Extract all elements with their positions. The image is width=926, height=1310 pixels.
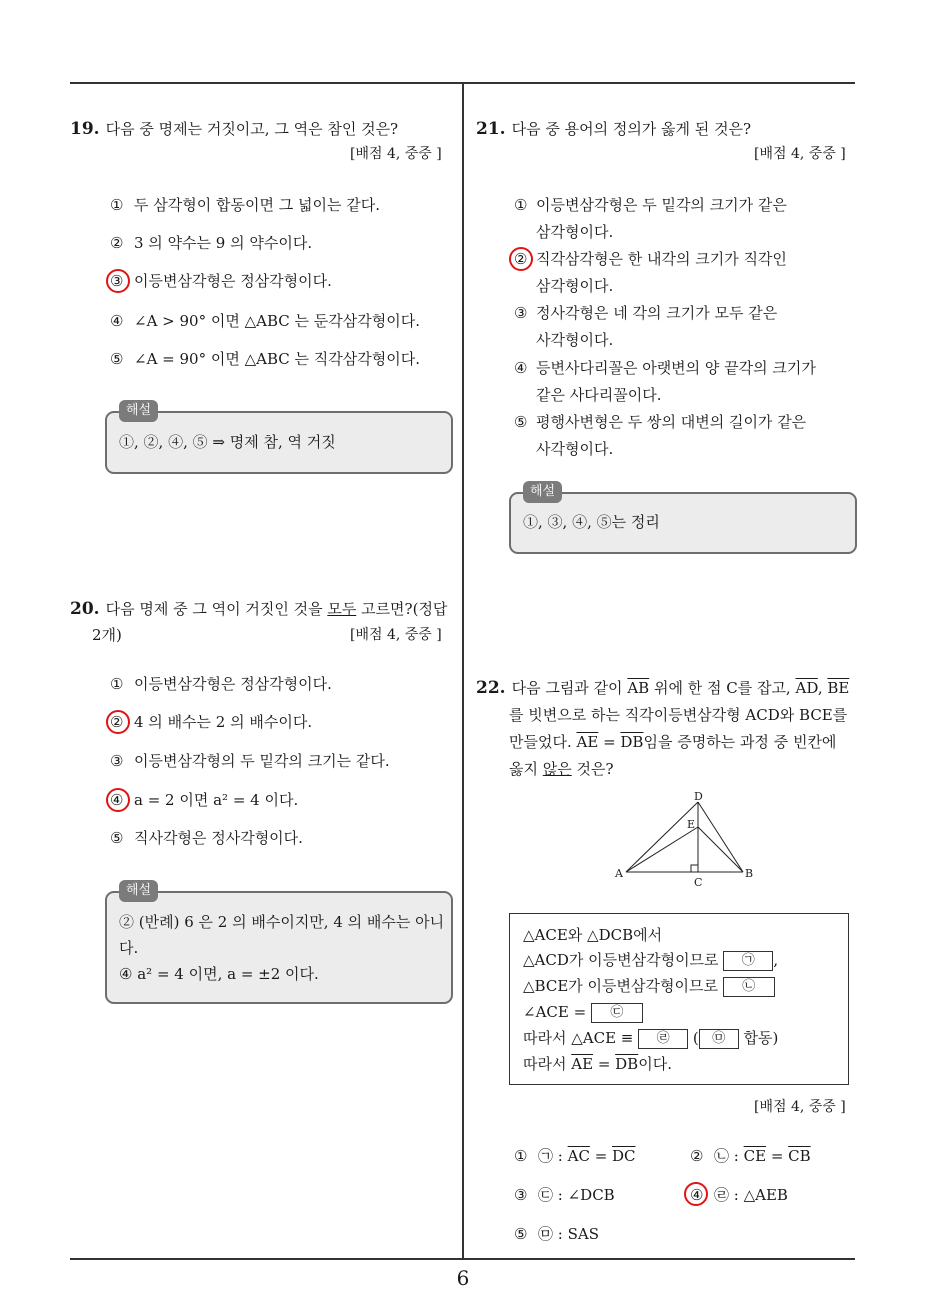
q20-explanation-line2: 다. — [119, 939, 139, 957]
q21-choice-5[interactable]: ⑤ 평행사변형은 두 쌍의 대변의 길이가 같은 사각형이다. — [514, 413, 807, 458]
q19-choice-5[interactable]: ⑤ ∠A = 90° 이면 △ABC 는 직각삼각형이다. — [110, 350, 420, 368]
q21-explanation-tag: 해설 — [523, 481, 562, 503]
q21-answer-circle — [509, 247, 533, 271]
q21-choice-4[interactable]: ④ 등변사다리꼴은 아랫변의 양 끝각의 크기가 같은 사다리꼴이다. — [514, 359, 816, 404]
q19-choice-1[interactable]: ① 두 삼각형이 합동이면 그 넓이는 같다. — [110, 196, 380, 214]
blank-3[interactable]: ㉢ — [591, 1003, 643, 1023]
proof-line-2: △ACD가 이등변삼각형이므로 ㉠ , — [523, 951, 779, 969]
blank-1[interactable]: ㉠ — [723, 951, 773, 971]
q20-explanation-box — [105, 891, 453, 1004]
q19-choice-3[interactable]: ③ 이등변삼각형은 정삼각형이다. — [110, 272, 332, 290]
proof-line-4: ∠ACE = ㉢ — [523, 999, 643, 1025]
q20-answer-circle-4 — [106, 788, 130, 812]
q19-explanation-tag: 해설 — [119, 400, 158, 422]
proof-line-6: 따라서 $\overline{AE} = \overline{DB}$이다. — [523, 1055, 672, 1073]
figure-label-c: C — [694, 876, 703, 889]
q19-question — [70, 116, 398, 142]
q19-choice-4[interactable]: ④ ∠A > 90° 이면 △ABC 는 둔각삼각형이다. — [110, 312, 420, 330]
q22-choice-4[interactable]: ④ ㉣ : △AEB — [690, 1186, 788, 1204]
blank-2[interactable]: ㉡ — [723, 977, 775, 997]
q20-choice-2[interactable]: ② 4 의 배수는 2 의 배수이다. — [110, 713, 313, 731]
q20-question-line2: 2개) — [92, 626, 122, 644]
q22-answer-circle — [684, 1182, 708, 1206]
q20-choice-5[interactable]: ⑤ 직사각형은 정사각형이다. — [110, 829, 303, 847]
q20-question: 20. 다음 명제 중 그 역이 거짓인 것을 모두 고르면?(정답 — [70, 599, 448, 619]
q19-explanation: ①, ②, ④, ⑤ ⇒ 명제 참, 역 거짓 — [119, 433, 336, 451]
q20-choice-3[interactable]: ③ 이등변삼각형의 두 밑각의 크기는 같다. — [110, 752, 390, 770]
q19-number: 19. — [70, 119, 100, 139]
figure-label-a: A — [615, 867, 623, 880]
q20-choice-4[interactable]: ④ a = 2 이면 a² = 4 이다. — [110, 791, 299, 809]
q22-question-line2: 를 빗변으로 하는 직각이등변삼각형 ACD와 BCE를 — [509, 706, 848, 724]
q20-explanation-line1: ② (반례) 6 은 2 의 배수이지만, 4 의 배수는 아니 — [119, 913, 445, 931]
q22-question-line4: 옳지 않은 것은? — [509, 760, 614, 778]
q22-choice-3[interactable]: ③ ㉢ : ∠DCB — [514, 1186, 615, 1204]
q22-choice-5[interactable]: ⑤ ㉤ : SAS — [514, 1225, 599, 1243]
q22-number: 22. — [476, 678, 506, 698]
q21-choice-3[interactable]: ③ 정사각형은 네 각의 크기가 모두 같은 사각형이다. — [514, 304, 778, 349]
q22-choice-1[interactable]: ① ㉠ : $\overline{AC} = \overline{DC}$ — [514, 1147, 636, 1165]
blank-4[interactable]: ㉣ — [638, 1029, 688, 1049]
q19-points: [배점 4, 중중 ] — [350, 146, 442, 162]
q19-answer-circle — [106, 269, 130, 293]
figure-label-e: E — [687, 818, 696, 831]
q20-choice-1[interactable]: ① 이등변삼각형은 정삼각형이다. — [110, 675, 332, 693]
q21-text: 다음 중 용어의 정의가 옳게 된 것은? — [511, 120, 752, 138]
q21-choice-2[interactable]: ② 직각삼각형은 한 내각의 크기가 직각인 삼각형이다. — [514, 250, 787, 295]
q20-answer-circle-2 — [106, 710, 130, 734]
blank-5[interactable]: ㉤ — [699, 1029, 739, 1049]
figure-label-d: D — [694, 790, 703, 803]
bottom-rule — [70, 1258, 855, 1260]
q22-triangle-figure — [605, 790, 755, 890]
figure-label-b: B — [745, 867, 754, 880]
page-number: 6 — [456, 1266, 470, 1290]
q21-points: [배점 4, 중중 ] — [754, 146, 846, 162]
q19-text: 다음 중 명제는 거짓이고, 그 역은 참인 것은? — [105, 120, 399, 138]
q21-choice-1[interactable]: ① 이등변삼각형은 두 밑각의 크기가 같은 삼각형이다. — [514, 196, 787, 241]
q22-question-line1: 22. 다음 그림과 같이 $\overline{AB}$ 위에 한 점 C를 잡고, $\overline{AD}$, $\overline{BE}$ — [476, 678, 850, 698]
proof-line-5: 따라서 △ACE ≡ ㉣ ( ㉤ 합동) — [523, 1029, 779, 1047]
q20-explanation-tag: 해설 — [119, 880, 158, 902]
proof-line-1: △ACE와 △DCB에서 — [523, 926, 663, 944]
q22-points: [배점 4, 중중 ] — [754, 1099, 846, 1115]
q20-points: [배점 4, 중중 ] — [350, 627, 442, 643]
q21-question — [476, 116, 751, 142]
proof-line-3: △BCE가 이등변삼각형이므로 ㉡ — [523, 973, 775, 999]
q21-explanation: ①, ③, ④, ⑤는 정리 — [523, 513, 660, 531]
q22-choice-2[interactable]: ② ㉡ : $\overline{CE} = \overline{CB}$ — [690, 1147, 811, 1165]
column-divider — [462, 83, 464, 1259]
q20-explanation-line3: ④ a² = 4 이면, a = ±2 이다. — [119, 965, 319, 983]
q21-number: 21. — [476, 119, 506, 139]
q22-question-line3: 만들었다. $\overline{AE} = \overline{DB}$임을 증명하는 과정 중 빈칸에 — [509, 733, 837, 751]
q20-number: 20. — [70, 599, 100, 619]
q19-choice-2[interactable]: ② 3 의 약수는 9 의 약수이다. — [110, 234, 313, 252]
